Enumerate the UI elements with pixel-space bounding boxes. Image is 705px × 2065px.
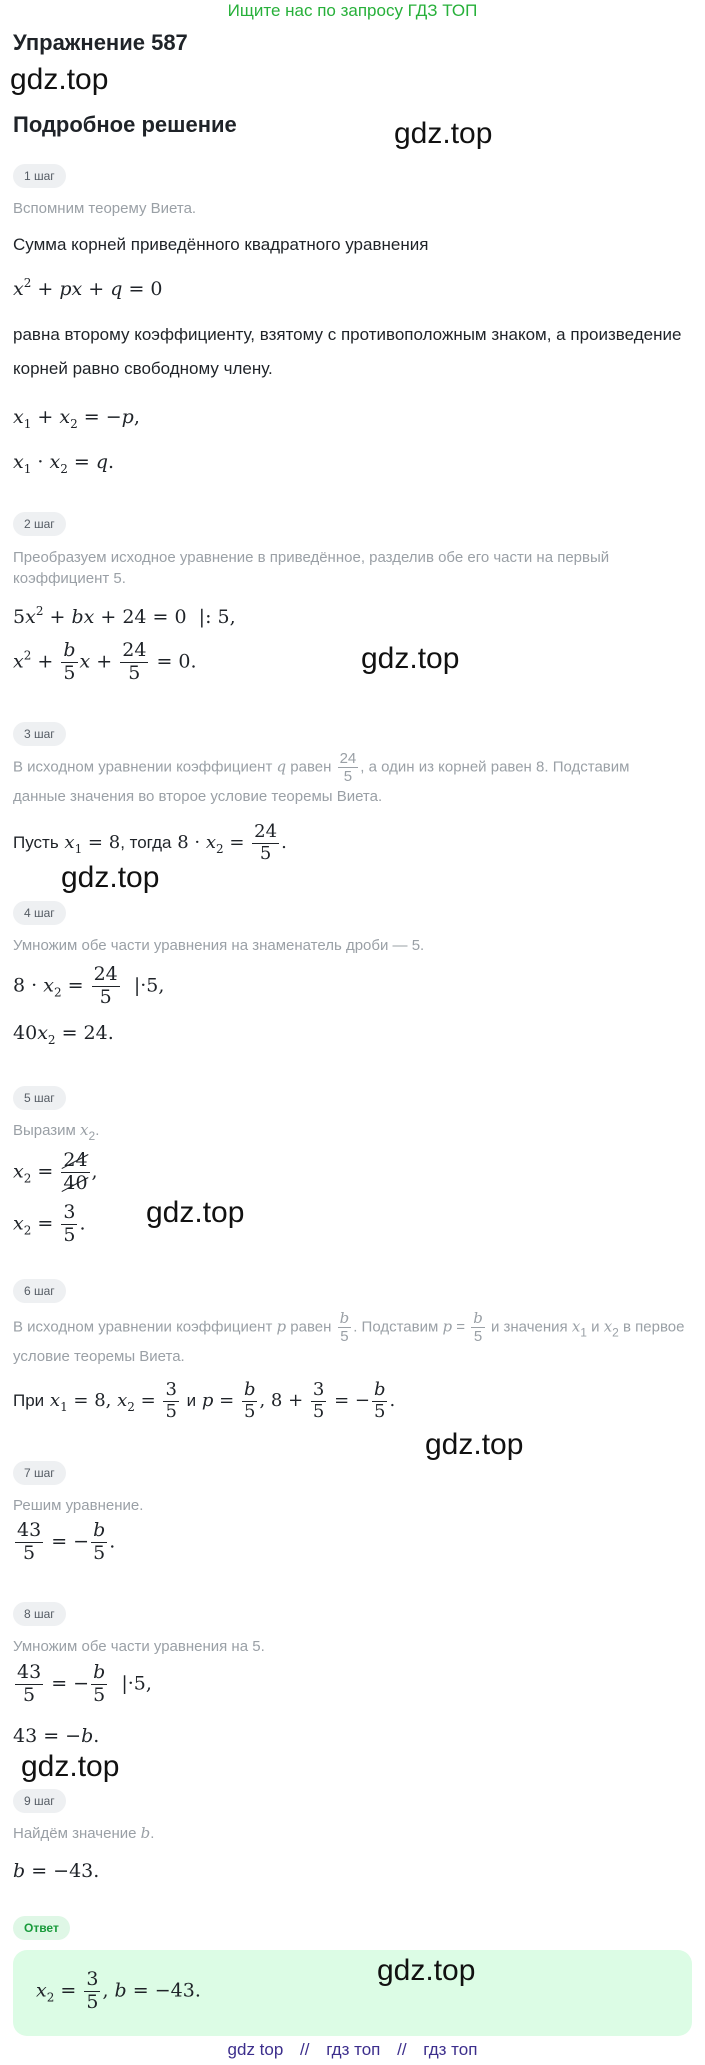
step-badge: 3 шаг [13,722,66,746]
step-hint: Преобразуем исходное уравнение в приведённое, разделив обе его части на первый коэффициент 5. [13,549,610,587]
footer-separator: // [397,2040,407,2059]
watermark: gdz.top [394,117,493,150]
math-formula: $x_2$ = $\frac{3}{5}$ . [13,1201,86,1246]
watermark: gdz.top [10,63,109,96]
step-badge: 1 шаг [13,164,66,188]
math-formula: 43 = −b. [13,1725,100,1747]
math-formula: $\frac{43}{5}$ = − $\frac{b}{5}$ . [17,1519,116,1564]
math-formula: $x_2$ = $\frac{24}{40}$ , [13,1149,98,1194]
answer-badge: Ответ [13,1916,70,1940]
math-formula: b = −43. [13,1860,100,1882]
step-hint: Умножим обе части уравнения на 5. [13,1638,265,1655]
step-badge: 2 шаг [13,512,66,536]
step-hint: Вспомним теорему Виета. [13,200,197,217]
math-formula: Пусть $x_1 = 8$, тогда $8 \cdot x_2$ = $\frac{24}{5}$ . [13,821,287,864]
math-formula: При $x_1 = 8$, $x_2$ = $\frac{3}{5}$ и p = $\frac{b}{5}$ , 8 + $\frac{3}{5}$ = − $\frac{b}{5}$ . [13,1379,396,1422]
footer-link[interactable]: гдз топ [326,2040,381,2059]
step-hint: В исходном уравнении коэффициент p равен $\frac{b}{5}$ . Подставим p = $\frac{b}{5}$ и значения $x_1$ и $x_2$ в первое условие теоремы Виета. [13,1309,685,1365]
footer-separator: // [300,2040,310,2059]
section-title: Подробное решение [13,112,237,137]
step-badge: 9 шаг [13,1789,66,1813]
math-formula: $x^2$ + px + q = 0 [13,276,163,300]
math-formula: $5x^2$ + bx + 24 = 0 |: 5, [13,604,236,628]
math-formula: $x_1 + x_2 = -p$, [13,406,140,431]
step-hint: Найдём значение b. [13,1824,155,1842]
math-formula: $x^2$ + $\frac{b}{5}$ x + $\frac{24}{5}$ = 0. [13,639,197,684]
watermark: gdz.top [377,1954,476,1987]
footer-link[interactable]: гдз топ [423,2040,478,2059]
step-badge: 4 шаг [13,901,66,925]
step-badge: 5 шаг [13,1086,66,1110]
page-title: Упражнение 587 [13,30,188,55]
footer-link[interactable]: gdz top [227,2040,284,2059]
watermark: gdz.top [61,861,160,894]
math-formula: $x_1 \cdot x_2 = q$. [13,451,115,476]
math-formula: $\frac{43}{5}$ = − $\frac{b}{5}$ |·5, [17,1661,152,1706]
watermark: gdz.top [425,1428,524,1461]
step-hint: Выразим $x_2$. [13,1121,100,1143]
search-banner[interactable]: Ищите нас по запросу ГДЗ ТОП [227,1,478,20]
step-text: Сумма корней приведённого квадратного уравнения [13,235,429,254]
watermark: gdz.top [361,642,460,675]
answer-formula: $x_2$ = $\frac{3}{5}$ , b = −43. [36,1968,201,2013]
math-formula: $8 \cdot x_2$ = $\frac{24}{5}$ |·5, [13,963,165,1008]
watermark: gdz.top [146,1196,245,1229]
math-formula: $40x_2 = 24$. [13,1022,114,1047]
step-hint: В исходном уравнении коэффициент q равен $\frac{24}{5}$ , а один из корней равен 8. Подставим данные значения во второе условие теоремы Виета. [13,750,630,805]
step-hint: Решим уравнение. [13,1497,144,1514]
step-text: равна второму коэффициенту, взятому с противоположным знаком, а произведение корней равно свободному члену. [13,325,682,378]
step-badge: 7 шаг [13,1461,66,1485]
watermark: gdz.top [21,1750,120,1783]
step-badge: 6 шаг [13,1279,66,1303]
step-hint: Умножим обе части уравнения на знаменатель дроби — 5. [13,937,425,954]
step-badge: 8 шаг [13,1602,66,1626]
footer-links [0,2040,705,2060]
